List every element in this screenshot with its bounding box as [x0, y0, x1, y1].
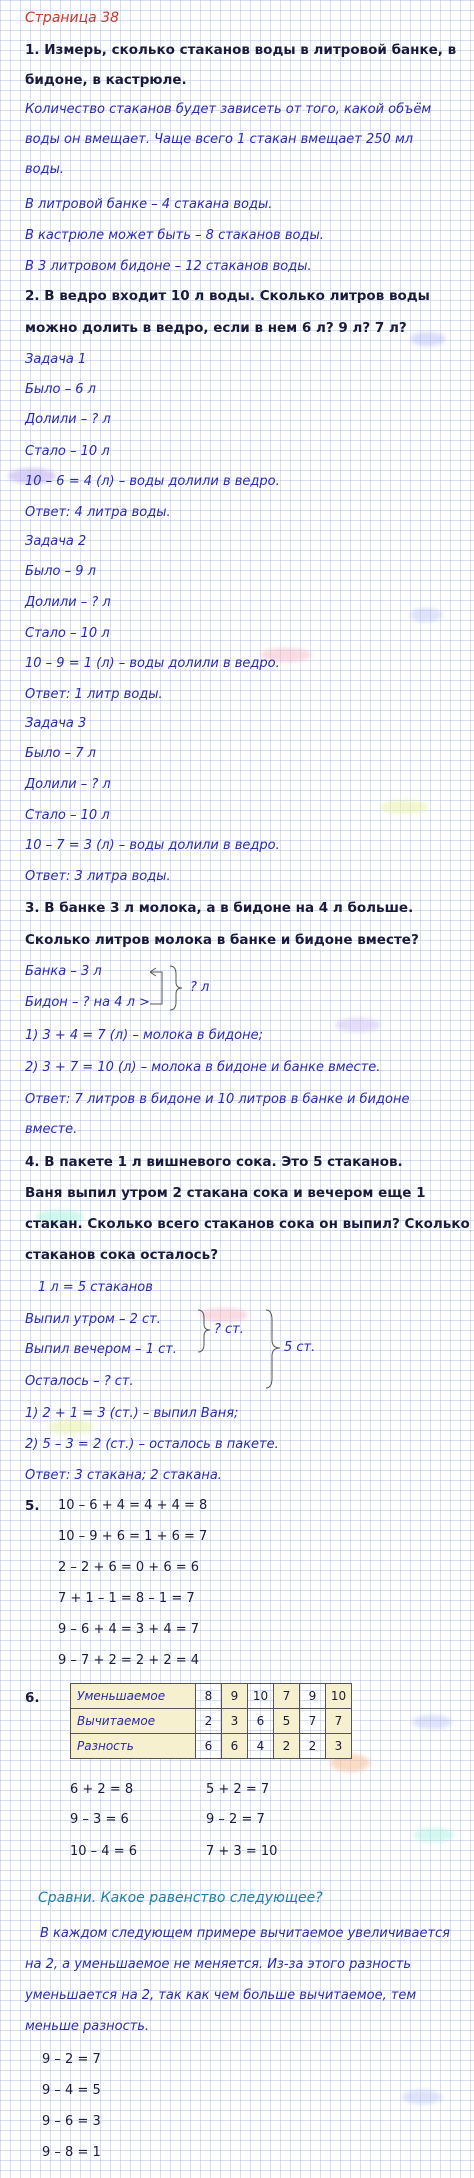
task5-expression: 9 – 7 + 2 = 2 + 2 = 4 [58, 1653, 200, 1668]
task4-solution-line: 1) 2 + 1 = 3 (ст.) – выпил Ваня; [25, 1406, 239, 1421]
task4-scheme-total: 5 ст. [284, 1340, 316, 1355]
page-title: Страница 38 [25, 10, 120, 26]
task1-explanation-line: воды он вмещает. Чаще всего 1 стакан вмещает 250 мл [25, 132, 414, 147]
table-cell: 2 [274, 1734, 300, 1759]
compare-text-line: В каждом следующем примере вычитаемое увеличивается [40, 1926, 451, 1941]
task3-scheme-total: ? л [190, 980, 210, 995]
task2-condition-line: Долили – ? л [25, 595, 111, 610]
compare-expression: 9 – 8 = 1 [42, 2145, 101, 2160]
table-cell: 3 [326, 1734, 352, 1759]
task4-solution-line: 2) 5 – 3 = 2 (ст.) – осталось в пакете. [25, 1437, 279, 1452]
task6-check: 6 + 2 = 8 [70, 1782, 134, 1797]
task3-scheme-jar: Банка – 3 л [25, 964, 102, 979]
task6-check: 9 – 3 = 6 [70, 1812, 129, 1827]
task6-table [70, 1683, 352, 1759]
task1-question-line: 1. Измерь, сколько стаканов воды в литровой банке, в [25, 42, 457, 58]
table-row-label: Вычитаемое [71, 1709, 196, 1734]
task2-condition-line: Стало – 10 л [25, 626, 110, 641]
task2-condition-line: Было – 9 л [25, 564, 96, 579]
task2-answer: Ответ: 4 литра воды. [25, 505, 171, 520]
table-cell: 10 [326, 1684, 352, 1709]
task4-scheme-equiv: 1 л = 5 стаканов [38, 1280, 153, 1295]
table-cell: 3 [222, 1709, 248, 1734]
task1-answer-line: В литровой банке – 4 стакана воды. [25, 197, 273, 212]
task1-question-line: бидоне, в кастрюле. [25, 72, 187, 88]
task3-answer-line: Ответ: 7 литров в бидоне и 10 литров в банке и бидоне [25, 1092, 410, 1107]
compare-title: Сравни. Какое равенство следующее? [38, 1890, 323, 1906]
table-cell: 6 [222, 1734, 248, 1759]
table-cell: 6 [248, 1709, 274, 1734]
task3-solution-line: 1) 3 + 4 = 7 (л) – молока в бидоне; [25, 1028, 264, 1043]
task3-scheme-can: Бидон – ? на 4 л > [25, 995, 150, 1010]
task4-scheme-morning: Выпил утром – 2 ст. [25, 1312, 161, 1327]
decor-blot [414, 1828, 454, 1842]
task3-solution-line: 2) 3 + 7 = 10 (л) – молока в бидоне и банке вместе. [25, 1060, 381, 1075]
task6-check: 7 + 3 = 10 [206, 1844, 278, 1859]
task2-subtitle: Задача 1 [25, 352, 87, 367]
task4-scheme-evening: Выпил вечером – 1 ст. [25, 1342, 177, 1357]
task5-number: 5. [25, 1498, 40, 1514]
compare-text-line: уменьшается на 2, так как чем больше вычитаемое, тем [25, 1988, 417, 2003]
task3-question-line: 3. В банке 3 л молока, а в бидоне на 4 л больше. [25, 900, 414, 916]
task1-answer-line: В кастрюле может быть – 8 стаканов воды. [25, 228, 324, 243]
table-row [71, 1734, 352, 1759]
compare-text-line: на 2, а уменьшаемое не меняется. Из-за этого разность [25, 1957, 412, 1972]
decor-blot [412, 1715, 452, 1729]
table-row [71, 1709, 352, 1734]
compare-expression: 9 – 4 = 5 [42, 2083, 101, 2098]
task5-expression: 10 – 9 + 6 = 1 + 6 = 7 [58, 1529, 208, 1544]
task6-check: 10 – 4 = 6 [70, 1844, 138, 1859]
task2-condition-line: Стало – 10 л [25, 808, 110, 823]
task6-check: 9 – 2 = 7 [206, 1812, 265, 1827]
task1-explanation-line: Количество стаканов будет зависеть от того, какой объём [25, 102, 432, 117]
task2-condition-line: Стало – 10 л [25, 444, 110, 459]
task6-table-wrapper [70, 1683, 352, 1759]
task4-question-line: 4. В пакете 1 л вишневого сока. Это 5 стаканов. [25, 1154, 403, 1170]
task1-answer-line: В 3 литровом бидоне – 12 стаканов воды. [25, 259, 312, 274]
task2-answer: Ответ: 1 литр воды. [25, 687, 163, 702]
task2-solution: 10 – 9 = 1 (л) – воды долили в ведро. [25, 656, 280, 671]
decor-blot [402, 2090, 442, 2104]
table-row-label: Разность [71, 1734, 196, 1759]
task4-answer: Ответ: 3 стакана; 2 стакана. [25, 1468, 222, 1483]
task3-question-line: Сколько литров молока в банке и бидоне вместе? [25, 932, 419, 948]
task2-condition-line: Долили – ? л [25, 412, 111, 427]
table-cell: 9 [300, 1684, 326, 1709]
task3-answer-line: вместе. [25, 1122, 78, 1137]
task2-question-line: 2. В ведро входит 10 л воды. Сколько литров воды [25, 288, 430, 304]
table-row [71, 1684, 352, 1709]
task6-number: 6. [25, 1690, 40, 1706]
task2-condition-line: Было – 7 л [25, 746, 96, 761]
table-cell: 5 [274, 1709, 300, 1734]
task4-scheme-left: Осталось – ? ст. [25, 1374, 134, 1389]
table-cell: 9 [222, 1684, 248, 1709]
table-cell: 2 [300, 1734, 326, 1759]
table-cell: 2 [196, 1709, 222, 1734]
table-cell: 10 [248, 1684, 274, 1709]
task2-condition-line: Было – 6 л [25, 382, 96, 397]
decor-blot [410, 608, 442, 622]
task4-question-line: стакан. Сколько всего стаканов сока он выпил? Сколько [25, 1216, 470, 1232]
task5-expression: 9 – 6 + 4 = 3 + 4 = 7 [58, 1622, 200, 1637]
table-cell: 8 [196, 1684, 222, 1709]
task5-expression: 7 + 1 – 1 = 8 – 1 = 7 [58, 1591, 195, 1606]
task4-scheme-drunk-total: ? ст. [214, 1322, 244, 1337]
task4-question-line: стаканов сока осталось? [25, 1247, 219, 1263]
table-cell: 7 [274, 1684, 300, 1709]
decor-blot [335, 1018, 381, 1032]
task6-check: 5 + 2 = 7 [206, 1782, 270, 1797]
task2-solution: 10 – 6 = 4 (л) – воды долили в ведро. [25, 474, 280, 489]
table-row-label: Уменьшаемое [71, 1684, 196, 1709]
table-cell: 7 [300, 1709, 326, 1734]
table-cell: 4 [248, 1734, 274, 1759]
decor-blot [380, 800, 428, 814]
task2-subtitle: Задача 3 [25, 716, 87, 731]
compare-expression: 9 – 2 = 7 [42, 2052, 101, 2067]
task2-subtitle: Задача 2 [25, 534, 87, 549]
decor-blot [410, 332, 446, 346]
table-cell: 7 [326, 1709, 352, 1734]
task2-condition-line: Долили – ? л [25, 777, 111, 792]
task1-explanation-line: воды. [25, 162, 64, 177]
task5-expression: 10 – 6 + 4 = 4 + 4 = 8 [58, 1498, 208, 1513]
task2-solution: 10 – 7 = 3 (л) – воды долили в ведро. [25, 838, 280, 853]
task4-question-line: Ваня выпил утром 2 стакана сока и вечером еще 1 [25, 1185, 426, 1201]
table-cell: 6 [196, 1734, 222, 1759]
task2-question-line: можно долить в ведро, если в нем 6 л? 9 л? 7 л? [25, 320, 407, 336]
task5-expression: 2 – 2 + 6 = 0 + 6 = 6 [58, 1560, 200, 1575]
compare-expression: 9 – 6 = 3 [42, 2114, 101, 2129]
task2-answer: Ответ: 3 литра воды. [25, 869, 171, 884]
compare-text-line: меньше разность. [25, 2019, 150, 2034]
